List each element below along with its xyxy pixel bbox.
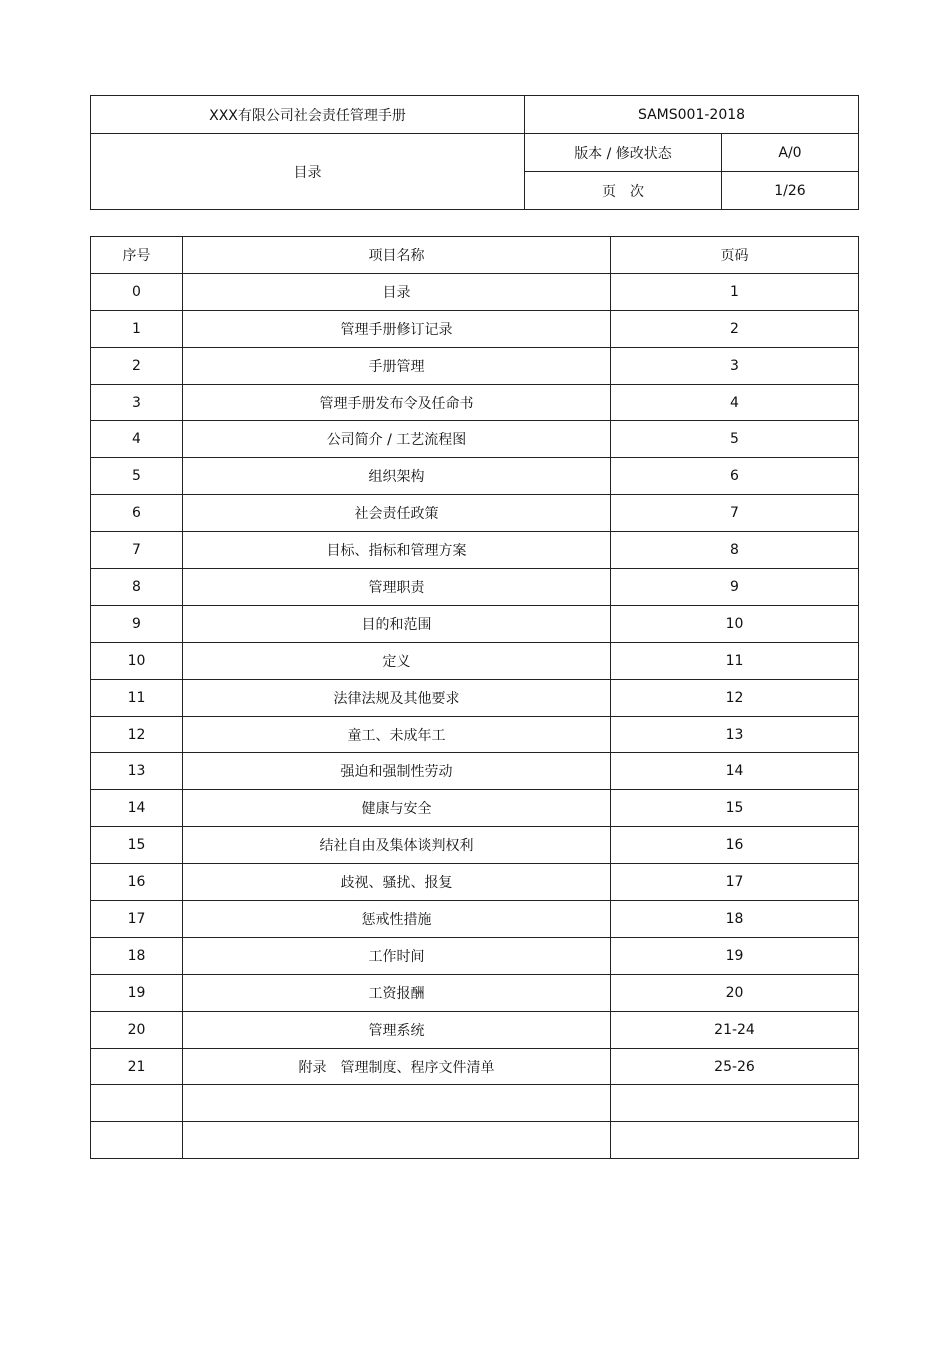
- toc-row-number: 9: [91, 605, 183, 642]
- toc-row-number: 3: [91, 384, 183, 421]
- table-of-contents: [90, 236, 859, 1159]
- column-header-name: 项目名称: [183, 237, 611, 274]
- toc-row-page: 11: [611, 642, 859, 679]
- toc-row-title: 管理手册发布令及任命书: [183, 384, 611, 421]
- section-title: 目录: [91, 134, 525, 210]
- toc-row-title: 管理职责: [183, 569, 611, 606]
- toc-row-page: 3: [611, 347, 859, 384]
- toc-row-number: 11: [91, 679, 183, 716]
- toc-row-title: 社会责任政策: [183, 495, 611, 532]
- toc-row-page: 12: [611, 679, 859, 716]
- toc-row-title: 公司简介 / 工艺流程图: [183, 421, 611, 458]
- toc-row-page: 5: [611, 421, 859, 458]
- toc-row-page: 8: [611, 532, 859, 569]
- toc-row-number: 8: [91, 569, 183, 606]
- table-row: [91, 716, 859, 753]
- toc-row-title: 工作时间: [183, 937, 611, 974]
- table-row: [91, 421, 859, 458]
- toc-row-page: 21-24: [611, 1011, 859, 1048]
- document-code: SAMS001-2018: [525, 96, 859, 134]
- toc-row-title: 管理系统: [183, 1011, 611, 1048]
- table-row: [91, 310, 859, 347]
- toc-row-page: 13: [611, 716, 859, 753]
- toc-row-title: 手册管理: [183, 347, 611, 384]
- toc-row-title: [183, 1122, 611, 1159]
- toc-row-title: 强迫和强制性劳动: [183, 753, 611, 790]
- toc-row-title: 管理手册修订记录: [183, 310, 611, 347]
- toc-row-title: 定义: [183, 642, 611, 679]
- toc-row-number: 7: [91, 532, 183, 569]
- toc-row-page: 20: [611, 974, 859, 1011]
- column-header-no: 序号: [91, 237, 183, 274]
- toc-row-page: 17: [611, 864, 859, 901]
- table-row: [91, 384, 859, 421]
- toc-row-page: 2: [611, 310, 859, 347]
- toc-row-title: 目的和范围: [183, 605, 611, 642]
- toc-row-title: 法律法规及其他要求: [183, 679, 611, 716]
- table-row: [91, 937, 859, 974]
- table-row: [91, 495, 859, 532]
- table-row: [91, 642, 859, 679]
- manual-title: XXX有限公司社会责任管理手册: [91, 96, 525, 134]
- toc-row-title: 健康与安全: [183, 790, 611, 827]
- toc-row-number: 15: [91, 827, 183, 864]
- table-row: [91, 347, 859, 384]
- toc-row-title: 工资报酬: [183, 974, 611, 1011]
- toc-row-title: 目标、指标和管理方案: [183, 532, 611, 569]
- toc-row-page: 10: [611, 605, 859, 642]
- toc-row-title: 惩戒性措施: [183, 901, 611, 938]
- table-row: [91, 864, 859, 901]
- toc-row-page: 9: [611, 569, 859, 606]
- toc-row-number: 4: [91, 421, 183, 458]
- toc-row-page: 6: [611, 458, 859, 495]
- toc-row-number: 6: [91, 495, 183, 532]
- toc-row-number: 20: [91, 1011, 183, 1048]
- table-row: [91, 1048, 859, 1085]
- toc-row-number: 5: [91, 458, 183, 495]
- column-header-page: 页码: [611, 237, 859, 274]
- toc-row-number: 14: [91, 790, 183, 827]
- toc-row-title: 童工、未成年工: [183, 716, 611, 753]
- toc-row-number: 18: [91, 937, 183, 974]
- toc-row-title: 附录 管理制度、程序文件清单: [183, 1048, 611, 1085]
- toc-row-number: 0: [91, 273, 183, 310]
- page-label: 页 次: [525, 172, 722, 210]
- table-row: [91, 790, 859, 827]
- toc-row-page: [611, 1085, 859, 1122]
- toc-header-row: [91, 237, 859, 274]
- table-row: [91, 1122, 859, 1159]
- document-header-table: [90, 95, 859, 210]
- toc-row-title: 目录: [183, 273, 611, 310]
- table-row: [91, 1011, 859, 1048]
- toc-row-title: 结社自由及集体谈判权利: [183, 827, 611, 864]
- table-row: [91, 458, 859, 495]
- toc-row-number: [91, 1122, 183, 1159]
- toc-row-number: 10: [91, 642, 183, 679]
- table-row: [91, 605, 859, 642]
- table-row: [91, 901, 859, 938]
- table-row: [91, 679, 859, 716]
- version-label: 版本 / 修改状态: [525, 134, 722, 172]
- toc-row-page: 1: [611, 273, 859, 310]
- toc-row-page: 25-26: [611, 1048, 859, 1085]
- toc-row-number: 2: [91, 347, 183, 384]
- table-row: [91, 532, 859, 569]
- table-row: [91, 974, 859, 1011]
- toc-row-page: 4: [611, 384, 859, 421]
- toc-row-page: 15: [611, 790, 859, 827]
- toc-row-page: [611, 1122, 859, 1159]
- table-row: [91, 273, 859, 310]
- page-value: 1/26: [722, 172, 859, 210]
- toc-row-page: 14: [611, 753, 859, 790]
- toc-row-page: 7: [611, 495, 859, 532]
- toc-row-title: 歧视、骚扰、报复: [183, 864, 611, 901]
- toc-row-number: 16: [91, 864, 183, 901]
- toc-row-page: 19: [611, 937, 859, 974]
- toc-row-title: 组织架构: [183, 458, 611, 495]
- table-row: [91, 1085, 859, 1122]
- toc-row-page: 18: [611, 901, 859, 938]
- toc-row-number: 13: [91, 753, 183, 790]
- toc-row-number: 1: [91, 310, 183, 347]
- toc-row-number: 12: [91, 716, 183, 753]
- toc-row-number: 21: [91, 1048, 183, 1085]
- table-row: [91, 569, 859, 606]
- toc-row-page: 16: [611, 827, 859, 864]
- version-value: A/0: [722, 134, 859, 172]
- toc-row-number: 17: [91, 901, 183, 938]
- table-row: [91, 753, 859, 790]
- toc-row-number: 19: [91, 974, 183, 1011]
- toc-row-title: [183, 1085, 611, 1122]
- table-row: [91, 827, 859, 864]
- toc-row-number: [91, 1085, 183, 1122]
